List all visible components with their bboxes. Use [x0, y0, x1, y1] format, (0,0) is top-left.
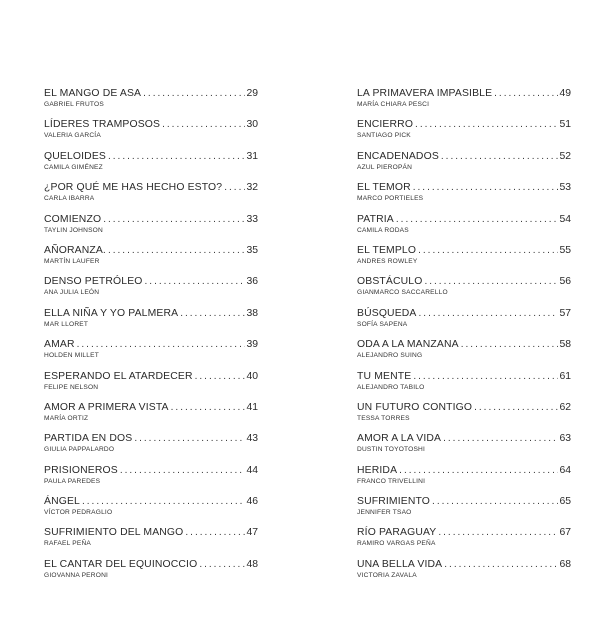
toc-entry-title: UNA BELLA VIDA — [357, 558, 443, 570]
dot-leader — [180, 307, 245, 320]
toc-entry-title: DENSO PETRÓLEO — [44, 276, 143, 288]
toc-entry-line — [357, 401, 571, 414]
toc-entry — [357, 244, 571, 275]
toc-entry-page-number: 30 — [246, 119, 258, 131]
toc-entry-author: DUSTIN TOYOTOSHI — [357, 446, 426, 454]
toc-entry-title: OBSTÁCULO — [357, 276, 423, 288]
dot-leader — [418, 244, 558, 257]
toc-entry-page-number: 36 — [246, 276, 258, 288]
toc-entry — [357, 495, 571, 526]
toc-entry — [44, 244, 258, 275]
toc-entry — [44, 401, 258, 432]
dot-leader — [224, 181, 245, 194]
toc-entry — [357, 464, 571, 495]
toc-entry — [357, 526, 571, 557]
toc-entry-author: AZUL PIEROPÁN — [357, 163, 413, 171]
dot-leader — [143, 87, 245, 100]
toc-entry-author: CAMILA RODAS — [357, 226, 409, 234]
toc-entry — [357, 338, 571, 369]
toc-entry-line — [44, 401, 258, 414]
toc-entry-page-number: 56 — [559, 276, 571, 288]
toc-entry-author: GIULIA PAPPALARDO — [44, 446, 115, 454]
toc-entry — [44, 87, 258, 118]
toc-entry-author: SANTIAGO PICK — [357, 132, 411, 140]
toc-column-left — [44, 87, 258, 589]
toc-entry-title: RÍO PARAGUAY — [357, 527, 437, 539]
toc-entry-author: FRANCO TRIVELLINI — [357, 477, 426, 485]
toc-entry-page-number: 31 — [246, 150, 258, 162]
toc-entry-page-number: 67 — [559, 527, 571, 539]
toc-entry-title: AMOR A LA VIDA — [357, 433, 442, 445]
dot-leader — [494, 87, 558, 100]
toc-entry-line — [357, 275, 571, 288]
toc-entry-title: EL TEMPLO — [357, 244, 417, 256]
toc-entry-line — [44, 338, 258, 351]
toc-entry-page-number: 51 — [559, 119, 571, 131]
toc-entry — [44, 464, 258, 495]
dot-leader — [162, 118, 245, 131]
toc-entry-page-number: 54 — [559, 213, 571, 225]
toc-entry-page-number: 55 — [559, 244, 571, 256]
toc-entry-title: AMAR — [44, 339, 75, 351]
toc-entry-title: AMOR A PRIMERA VISTA — [44, 401, 169, 413]
toc-entry-author: FELIPE NELSON — [44, 383, 99, 391]
toc-entry-author: CARLA IBARRA — [44, 195, 95, 203]
toc-entry-line — [44, 275, 258, 288]
toc-entry-author: RAFAEL PEÑA — [44, 540, 92, 548]
toc-entry-title: COMIENZO — [44, 213, 102, 225]
toc-entry — [44, 495, 258, 526]
toc-entry — [44, 118, 258, 149]
toc-entry-author: TAYLIN JOHNSON — [44, 226, 103, 234]
toc-entry-line — [357, 181, 571, 194]
toc-entry-title: LA PRIMAVERA IMPASIBLE — [357, 88, 493, 99]
toc-entry — [357, 401, 571, 432]
dot-leader — [444, 558, 558, 571]
toc-entry-line — [44, 432, 258, 445]
toc-entry-line — [357, 558, 571, 571]
toc-entry-line — [44, 213, 258, 226]
toc-column-right — [357, 87, 571, 589]
toc-entry — [357, 432, 571, 463]
dot-leader — [413, 370, 558, 383]
toc-entry — [44, 432, 258, 463]
toc-entry-author: VALERIA GARCÍA — [44, 132, 101, 140]
toc-entry-line — [357, 213, 571, 226]
dot-leader — [415, 118, 558, 131]
toc-entry — [357, 150, 571, 181]
toc-entry-title: SUFRIMIENTO — [357, 496, 431, 508]
toc-entry-page-number: 32 — [246, 182, 258, 194]
toc-entry-author: ANDRES ROWLEY — [357, 257, 418, 265]
toc-entry — [357, 370, 571, 401]
toc-entry — [44, 213, 258, 244]
dot-leader — [195, 370, 246, 383]
dot-leader — [413, 181, 559, 194]
toc-entry — [357, 307, 571, 338]
toc-entry — [357, 118, 571, 149]
dot-leader — [82, 495, 245, 508]
toc-entry-author: ALEJANDRO TABILO — [357, 383, 425, 391]
toc-entry-line — [357, 338, 571, 351]
toc-entry-author: SOFÍA SAPENA — [357, 320, 408, 328]
dot-leader — [77, 338, 246, 351]
toc-entry-title: SUFRIMIENTO DEL MANGO — [44, 527, 184, 539]
toc-entry-line — [357, 464, 571, 477]
toc-entry-title: ODA A LA MANZANA — [357, 339, 459, 351]
toc-entry-page-number: 58 — [559, 339, 571, 351]
toc-entry-title: UN FUTURO CONTIGO — [357, 401, 473, 413]
toc-entry-title: ELLA NIÑA Y YO PALMERA — [44, 307, 179, 319]
toc-entry-author: ALEJANDRO SUING — [357, 352, 423, 360]
toc-entry-title: PATRIA — [357, 213, 394, 225]
dot-leader — [419, 307, 559, 320]
toc-entry-line — [357, 118, 571, 131]
toc-entry — [357, 87, 571, 118]
toc-entry — [357, 275, 571, 306]
toc-entry-page-number: 62 — [559, 401, 571, 413]
toc-entry-line — [44, 307, 258, 320]
toc-entry-author: MARÍA CHIARA PESCI — [357, 101, 430, 108]
toc-entry-author: JENNIFER TSAO — [357, 509, 412, 517]
toc-entry-line — [357, 150, 571, 163]
dot-leader — [399, 464, 558, 477]
dot-leader — [185, 526, 245, 539]
toc-entry-line — [44, 118, 258, 131]
toc-entry-line — [357, 370, 571, 383]
toc-entry-line — [44, 558, 258, 571]
toc-entry-page-number: 43 — [246, 433, 258, 445]
toc-entry-line — [357, 432, 571, 445]
toc-entry-line — [357, 495, 571, 508]
toc-entry-page-number: 68 — [559, 558, 571, 570]
dot-leader — [171, 401, 246, 414]
toc-entry — [44, 526, 258, 557]
dot-leader — [120, 464, 246, 477]
dot-leader — [103, 213, 245, 226]
toc-entry-page-number: 53 — [559, 182, 571, 194]
toc-entry-line — [44, 244, 258, 257]
toc-entry-page-number: 52 — [559, 150, 571, 162]
toc-entry-author: MARTÍN LAUFER — [44, 257, 100, 265]
toc-entry-page-number: 65 — [559, 496, 571, 508]
toc-entry-title: PARTIDA EN DOS — [44, 433, 133, 445]
dot-leader — [396, 213, 559, 226]
toc-entry-page-number: 39 — [246, 339, 258, 351]
toc-entry — [357, 558, 571, 589]
toc-entry-title: AÑORANZA. — [44, 244, 106, 256]
dot-leader — [443, 432, 558, 445]
toc-entry — [357, 213, 571, 244]
dot-leader — [424, 275, 558, 288]
toc-entry-line — [357, 244, 571, 257]
toc-entry-page-number: 61 — [559, 370, 571, 382]
toc-entry-line — [44, 181, 258, 194]
toc-entry-page-number: 41 — [246, 401, 258, 413]
toc-entry-author: ANA JULIA LEÓN — [44, 289, 100, 297]
toc-entry — [44, 150, 258, 181]
toc-entry-title: EL MANGO DE ASA — [44, 88, 142, 99]
dot-leader — [108, 150, 245, 163]
toc-entry-title: ESPERANDO EL ATARDECER — [44, 370, 193, 382]
dot-leader — [461, 338, 559, 351]
toc-entry-title: ENCADENADOS — [357, 150, 439, 162]
toc-entry-line — [44, 150, 258, 163]
dot-leader — [145, 275, 246, 288]
toc-entry-author: GIOVANNA PERONI — [44, 571, 109, 579]
toc-entry-page-number: 40 — [246, 370, 258, 382]
toc-entry-author: VICTORIA ZAVALA — [357, 571, 417, 579]
toc-entry-author: CAMILA GIMÉNEZ — [44, 163, 103, 171]
toc-entry-author: MARCO PORTIELES — [357, 195, 424, 203]
toc-entry-page-number: 35 — [246, 244, 258, 256]
toc-entry-author: VÍCTOR PEDRAGLIO — [44, 509, 113, 517]
toc-entry-page-number: 64 — [559, 464, 571, 476]
toc-entry-page-number: 49 — [559, 88, 571, 99]
toc-entry — [44, 275, 258, 306]
toc-entry-title: PRISIONEROS — [44, 464, 118, 476]
toc-entry-page-number: 44 — [246, 464, 258, 476]
toc-entry-line — [44, 87, 258, 100]
toc-entry-title: LÍDERES TRAMPOSOS — [44, 119, 161, 131]
toc-entry-author: MARÍA ORTIZ — [44, 414, 89, 422]
toc-entry-title: ¿POR QUÉ ME HAS HECHO ESTO? — [44, 182, 223, 194]
toc-entry — [357, 181, 571, 212]
toc-entry — [44, 307, 258, 338]
toc-entry — [44, 338, 258, 369]
toc-entry-line — [357, 307, 571, 320]
toc-entry-author: TESSA TORRES — [357, 414, 410, 422]
toc-entry-author: HOLDEN MILLET — [44, 352, 99, 360]
toc-entry-page-number: 38 — [246, 307, 258, 319]
toc-entry-line — [357, 87, 571, 100]
toc-entry-page-number: 63 — [559, 433, 571, 445]
toc-entry-line — [44, 370, 258, 383]
toc-entry-page-number: 46 — [246, 496, 258, 508]
toc-entry-page-number: 29 — [246, 88, 258, 99]
dot-leader — [199, 558, 245, 571]
dot-leader — [108, 244, 245, 257]
toc-entry-author: GABRIEL FRUTOS — [44, 101, 104, 108]
toc-entry-author: GIANMARCO SACCARELLO — [357, 289, 448, 297]
toc-entry-title: TU MENTE — [357, 370, 412, 382]
toc-entry — [44, 558, 258, 589]
dot-leader — [432, 495, 558, 508]
toc-entry-page-number: 48 — [246, 558, 258, 570]
toc-entry-page-number: 47 — [246, 527, 258, 539]
toc-entry — [44, 181, 258, 212]
toc-entry-line — [44, 526, 258, 539]
toc-entry-title: HERIDA — [357, 464, 398, 476]
dot-leader — [441, 150, 559, 163]
toc-entry-title: EL CANTAR DEL EQUINOCCIO — [44, 558, 198, 570]
dot-leader — [438, 526, 558, 539]
toc-entry — [44, 370, 258, 401]
dot-leader — [134, 432, 245, 445]
toc-entry-title: QUELOIDES — [44, 150, 106, 162]
toc-entry-author: PAULA PAREDES — [44, 477, 101, 485]
dot-leader — [474, 401, 558, 414]
toc-entry-line — [44, 464, 258, 477]
toc-entry-title: ENCIERRO — [357, 119, 414, 131]
toc-entry-title: EL TEMOR — [357, 182, 411, 194]
toc-entry-page-number: 57 — [559, 307, 571, 319]
toc-entry-title: ÁNGEL — [44, 496, 80, 508]
toc-entry-title: BÚSQUEDA — [357, 307, 417, 319]
toc-entry-author: MAR LLORET — [44, 320, 89, 328]
toc-entry-line — [357, 526, 571, 539]
toc-entry-author: RAMIRO VARGAS PEÑA — [357, 540, 436, 548]
toc-entry-page-number: 33 — [246, 213, 258, 225]
toc-entry-line — [44, 495, 258, 508]
